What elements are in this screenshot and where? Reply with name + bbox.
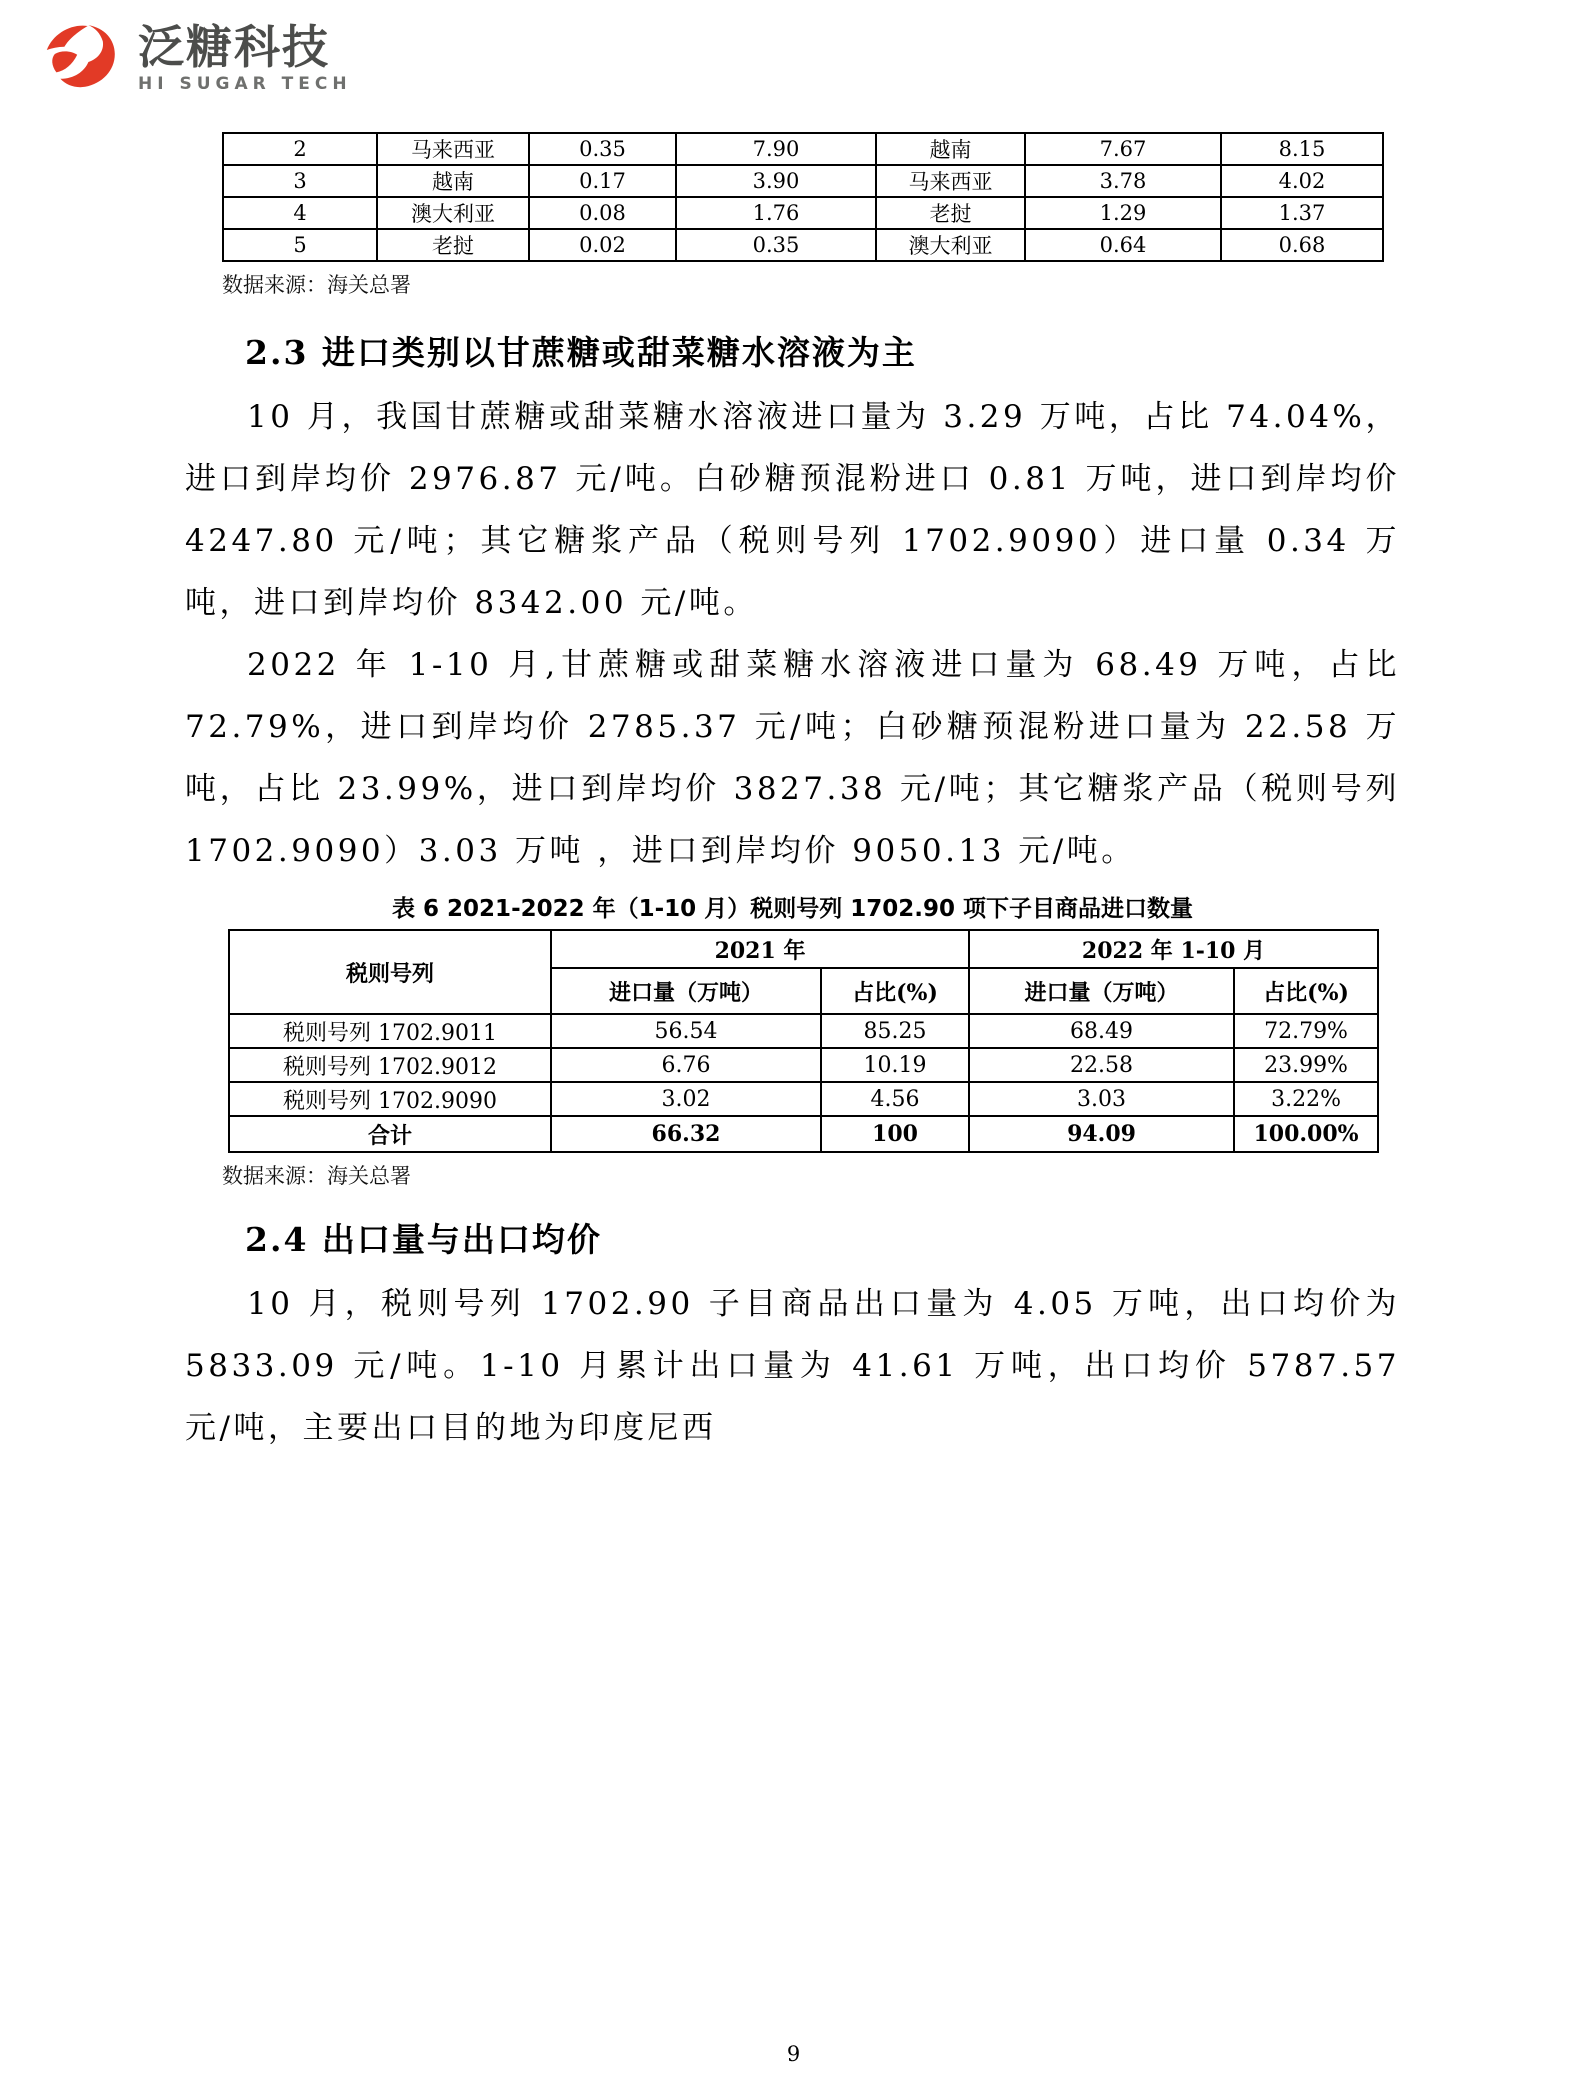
cell: 3.02 (551, 1082, 821, 1116)
logo-text (138, 19, 352, 94)
paragraph: 2022 年 1-10 月,甘蔗糖或甜菜糖水溶液进口量为 68.49 万吨，占比 72.79%，进口到岸均价 2785.37 元/吨；白砂糖预混粉进口量为 22.58 万吨，占比 23.99%，进口到岸均价 3827.38 元/吨；其它糖浆产品（税则号列 1702.9090）3.03 万吨 ，进口到岸均价 9050.13 元/吨。 (185, 647, 1400, 869)
cell: 0.68 (1221, 229, 1383, 261)
cell: 3 (223, 165, 377, 197)
cell: 3.90 (676, 165, 876, 197)
cell: 0.64 (1025, 229, 1221, 261)
paragraph: 10 月，税则号列 1702.90 子目商品出口量为 4.05 万吨，出口均价为 5833.09 元/吨。1-10 月累计出口量为 41.61 万吨，出口均价 5787.57 元/吨，主要出口目的地为印度尼西 (185, 1286, 1400, 1446)
cell: 0.08 (529, 197, 676, 229)
table-row (223, 165, 1383, 197)
cell: 3.03 (969, 1082, 1234, 1116)
data-source-note: 数据来源：海关总署 (222, 1164, 411, 1188)
cell: 4.56 (821, 1082, 969, 1116)
header-cell: 进口量（万吨） (551, 968, 821, 1014)
logo-title-cn: 泛糖科技 (138, 19, 330, 74)
cell: 0.02 (529, 229, 676, 261)
paragraph: 10 月，我国甘蔗糖或甜菜糖水溶液进口量为 3.29 万吨，占比 74.04%，进口到岸均价 2976.87 元/吨。白砂糖预混粉进口 0.81 万吨，进口到岸均价 4247.80 元/吨；其它糖浆产品（税则号列 1702.9090）进口量 0.34 万吨，进口到岸均价 8342.00 元/吨。 (185, 399, 1400, 621)
table6-caption: 表 6 2021-2022 年（1-10 月）税则号列 1702.90 项下子目商品进口数量 (392, 896, 1193, 922)
header-cell: 占比(%) (821, 968, 969, 1014)
cell: 税则号列 1702.9090 (229, 1082, 551, 1116)
cell: 4 (223, 197, 377, 229)
cell: 56.54 (551, 1014, 821, 1048)
sugar-swirl-icon (42, 16, 122, 100)
table-row (223, 197, 1383, 229)
table-total-row (229, 1116, 1378, 1152)
cell: 0.17 (529, 165, 676, 197)
tariff-subitem-import-table (228, 929, 1379, 1153)
header-cell: 2021 年 (551, 930, 969, 968)
cell: 66.32 (551, 1116, 821, 1152)
cell: 1.29 (1025, 197, 1221, 229)
cell: 7.67 (1025, 133, 1221, 165)
cell: 100 (821, 1116, 969, 1152)
import-ranking-table (222, 132, 1384, 262)
cell: 税则号列 1702.9012 (229, 1048, 551, 1082)
section-heading-2-4: 2.4 出口量与出口均价 (245, 1220, 602, 1259)
table-row (229, 1048, 1378, 1082)
cell: 7.90 (676, 133, 876, 165)
cell: 5 (223, 229, 377, 261)
header-cell: 税则号列 (229, 930, 551, 1014)
table-row (223, 133, 1383, 165)
cell: 23.99% (1234, 1048, 1378, 1082)
cell: 澳大利亚 (876, 229, 1025, 261)
cell: 马来西亚 (876, 165, 1025, 197)
cell: 2 (223, 133, 377, 165)
cell: 老挝 (876, 197, 1025, 229)
table-row (229, 1082, 1378, 1116)
page-number: 9 (786, 2042, 801, 2066)
cell: 68.49 (969, 1014, 1234, 1048)
cell: 0.35 (529, 133, 676, 165)
cell: 越南 (876, 133, 1025, 165)
cell: 税则号列 1702.9011 (229, 1014, 551, 1048)
cell: 8.15 (1221, 133, 1383, 165)
cell: 3.22% (1234, 1082, 1378, 1116)
cell: 0.35 (676, 229, 876, 261)
header-cell: 进口量（万吨） (969, 968, 1234, 1014)
header-cell: 占比(%) (1234, 968, 1378, 1014)
section-heading-2-3: 2.3 进口类别以甘蔗糖或甜菜糖水溶液为主 (245, 333, 917, 372)
cell: 10.19 (821, 1048, 969, 1082)
cell: 85.25 (821, 1014, 969, 1048)
cell: 100.00% (1234, 1116, 1378, 1152)
cell: 1.37 (1221, 197, 1383, 229)
cell: 6.76 (551, 1048, 821, 1082)
company-logo (42, 16, 352, 100)
table-row (229, 1014, 1378, 1048)
cell: 澳大利亚 (377, 197, 529, 229)
table-header-row (229, 930, 1378, 968)
cell: 22.58 (969, 1048, 1234, 1082)
data-source-note: 数据来源：海关总署 (222, 273, 411, 297)
cell: 3.78 (1025, 165, 1221, 197)
table-row (223, 229, 1383, 261)
cell: 4.02 (1221, 165, 1383, 197)
cell: 老挝 (377, 229, 529, 261)
cell: 72.79% (1234, 1014, 1378, 1048)
logo-title-en: HI SUGAR TECH (138, 73, 352, 94)
cell: 越南 (377, 165, 529, 197)
cell: 94.09 (969, 1116, 1234, 1152)
header-cell: 2022 年 1-10 月 (969, 930, 1378, 968)
cell: 合计 (229, 1116, 551, 1152)
cell: 1.76 (676, 197, 876, 229)
cell: 马来西亚 (377, 133, 529, 165)
